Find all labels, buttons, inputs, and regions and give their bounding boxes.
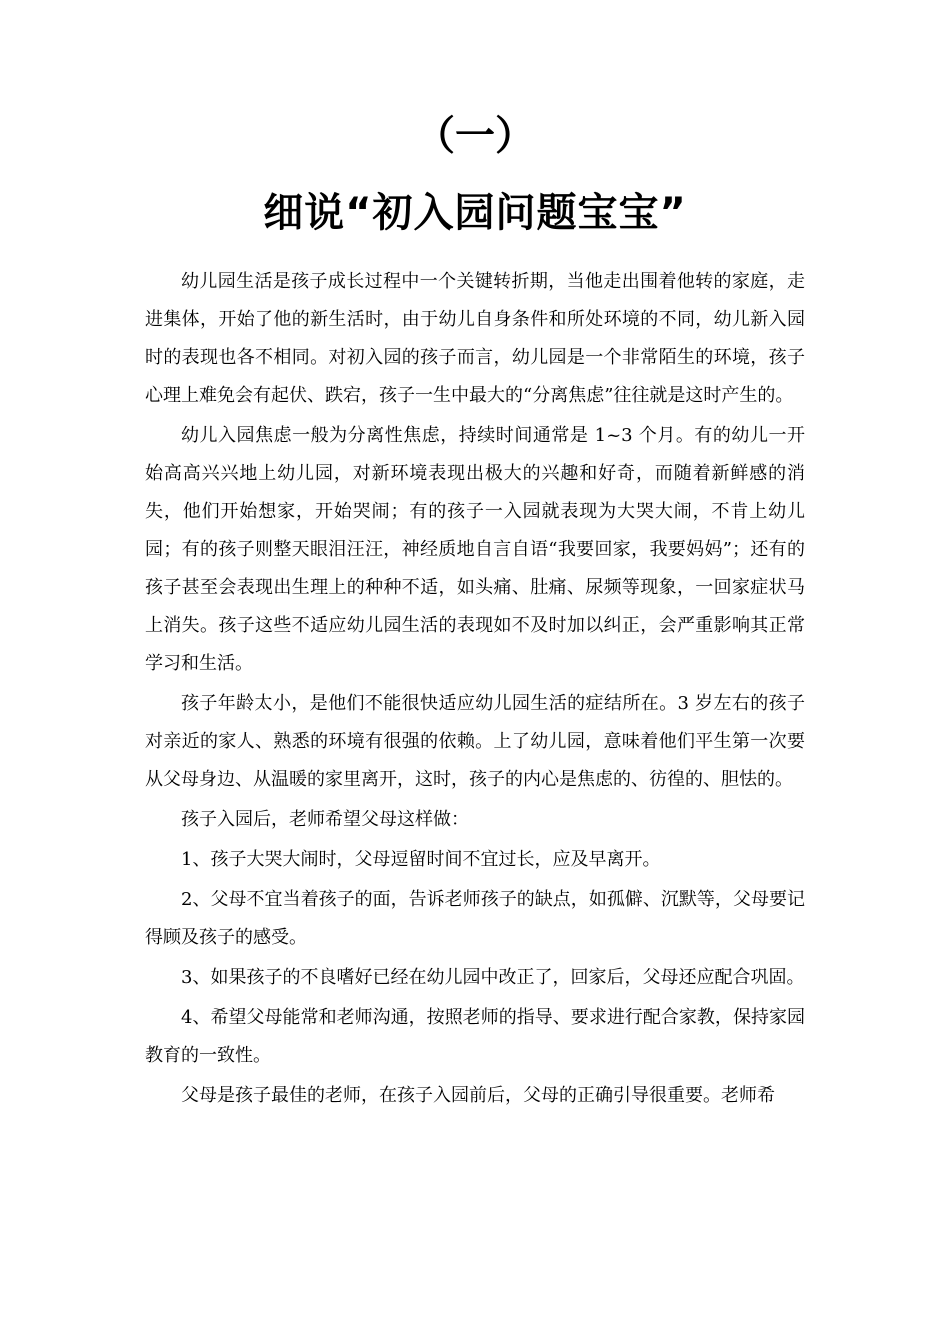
- paragraph-intro: 幼儿园生活是孩子成长过程中一个关键转折期，当他走出围着他转的家庭，走进集体，开始了他的新生活时，由于幼儿自身条件和所处环境的不同，幼儿新入园时的表现也各不相同。对初入园的孩子而言，幼儿园是一个非常陌生的环境，孩子心理上难免会有起伏、跌宕，孩子一生中最大的“分离焦虑”往往就是这时产生的。: [145, 271, 805, 406]
- paragraph-parent-tips-heading: 孩子入园后，老师希望父母这样做：: [181, 809, 469, 830]
- paragraph-anxiety: 幼儿入园焦虑一般为分离性焦虑，持续时间通常是 1~3 个月。有的幼儿一开始高高兴兴地上幼儿园，对新环境表现出极大的兴趣和好奇，而随着新鲜感的消失，他们开始想家，开始哭闹；有的孩子一入园就表现为大哭大闹，不肯上幼儿园；有的孩子则整天眼泪汪汪，神经质地自言自语“我要回家，我要妈妈”；还有的孩子甚至会表现出生理上的种种不适，如头痛、肚痛、尿频等现象，一回家症状马上消失。孩子这些不适应幼儿园生活的表现如不及时加以纠正，会严重影响其正常学习和生活。: [145, 425, 805, 674]
- paragraph-closing: 父母是孩子最佳的老师，在孩子入园前后，父母的正确引导很重要。老师希: [181, 1085, 775, 1106]
- list-item-tip-2: 2、父母不宜当着孩子的面，告诉老师孩子的缺点，如孤僻、沉默等，父母要记得顾及孩子的感受。: [145, 889, 805, 948]
- paragraph-age: 孩子年龄太小，是他们不能很快适应幼儿园生活的症结所在。3 岁左右的孩子对亲近的家人、熟悉的环境有很强的依赖。上了幼儿园，意味着他们平生第一次要从父母身边、从温暖的家里离开，这时，孩子的内心是焦虑的、彷徨的、胆怯的。: [145, 693, 805, 790]
- list-item-tip-4: 4、希望父母能常和老师沟通，按照老师的指导、要求进行配合家教，保持家园教育的一致性。: [145, 1007, 805, 1066]
- list-item-tip-1: 1、孩子大哭大闹时，父母逗留时间不宜过长，应及早离开。: [181, 849, 661, 870]
- document-title: 细说“初入园问题宝宝”: [263, 190, 687, 236]
- list-item-tip-3: 3、如果孩子的不良嗜好已经在幼儿园中改正了，回家后，父母还应配合巩固。: [181, 967, 805, 988]
- section-number: （一）: [415, 113, 535, 159]
- document-body: [145, 263, 805, 1117]
